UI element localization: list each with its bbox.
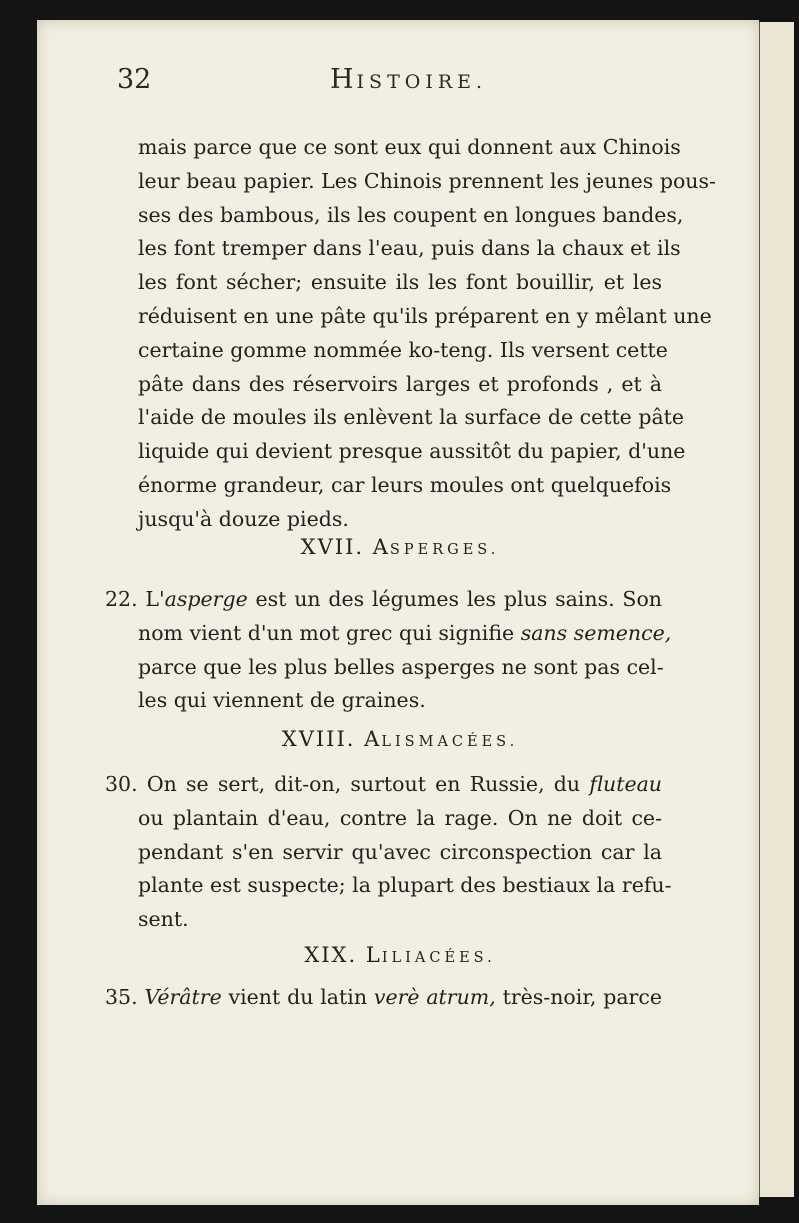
next-page-edge (758, 22, 794, 1197)
text-line: énorme grandeur, car leurs moules ont quelquefois (138, 472, 672, 497)
text-line: jusqu'à douze pieds. (138, 506, 349, 531)
text-line: plante est suspecte; la plupart des bestiaux la refu- (138, 873, 672, 898)
section-title-rest: LISMACÉES. (381, 734, 519, 750)
text-line: certaine gomme nommée ko-teng. Ils versent cette (138, 337, 668, 362)
running-head-initial: H (330, 64, 357, 95)
paragraph-35 (105, 981, 662, 1015)
text-line: ou plantain d'eau, contre la rage. On ne doit ce- (138, 805, 662, 830)
text-line: 30. On se sert, dit-on, surtout en Russie, du fluteau (105, 772, 662, 796)
section-heading-xvii (138, 535, 662, 559)
text-line: parce que les plus belles asperges ne sont pas cel- (138, 654, 664, 679)
text-line: ses des bambous, ils les coupent en longues bandes, (138, 202, 684, 227)
paragraph-block-1 (138, 131, 716, 537)
text-line: réduisent en une pâte qu'ils préparent en y mêlant une (138, 303, 712, 328)
text-line: liquide qui devient presque aussitôt du papier, d'une (138, 439, 686, 464)
italic-term: fluteau (589, 772, 662, 796)
text-line: sent. (138, 907, 189, 932)
text-line: les font tremper dans l'eau, puis dans la chaux et ils (138, 236, 681, 261)
text-line: pâte dans des réservoirs larges et profonds , et à (138, 371, 662, 396)
text-line: 22. L'asperge est un des légumes les plus sains. Son (105, 587, 662, 611)
text-line: nom vient d'un mot grec qui signifie sans semence, (138, 620, 672, 645)
section-heading-xix (138, 943, 662, 967)
section-title-rest: SPERGES. (389, 542, 500, 558)
paragraph-number: 30. (105, 772, 138, 796)
paragraph-number: 35. (105, 985, 138, 1009)
text-line: mais parce que ce sont eux qui donnent aux Chinois (138, 135, 681, 159)
italic-term: Vérâtre (144, 985, 222, 1009)
section-numeral: XVIII. (281, 727, 356, 751)
paragraph-22 (105, 583, 672, 718)
text-line: pendant s'en servir qu'avec circonspection car la (138, 839, 662, 864)
paragraph-30 (105, 768, 672, 937)
italic-term: asperge (164, 587, 248, 611)
section-numeral: XVII. (300, 535, 365, 559)
section-initial: L (365, 943, 382, 967)
page-number: 32 (117, 64, 152, 95)
section-heading-xviii (138, 727, 662, 751)
running-head-rest: ISTOIRE. (356, 71, 488, 93)
section-numeral: XIX. (304, 943, 358, 967)
text-line: leur beau papier. Les Chinois prennent les jeunes pous- (138, 168, 716, 193)
text-line: 35. Vérâtre vient du latin verè atrum, très-noir, parce (105, 985, 662, 1009)
section-initial: A (372, 535, 390, 559)
running-head (330, 64, 487, 95)
paragraph-number: 22. (105, 587, 138, 611)
text-line: les font sécher; ensuite ils les font bouillir, et les (138, 270, 662, 295)
section-initial: A (364, 727, 382, 751)
text-line: les qui viennent de graines. (138, 688, 426, 713)
text-line: l'aide de moules ils enlèvent la surface de cette pâte (138, 405, 685, 430)
section-title-rest: ILIACÉES. (381, 950, 496, 966)
italic-phrase: verè atrum, (373, 985, 496, 1009)
italic-phrase: sans semence, (520, 620, 672, 645)
